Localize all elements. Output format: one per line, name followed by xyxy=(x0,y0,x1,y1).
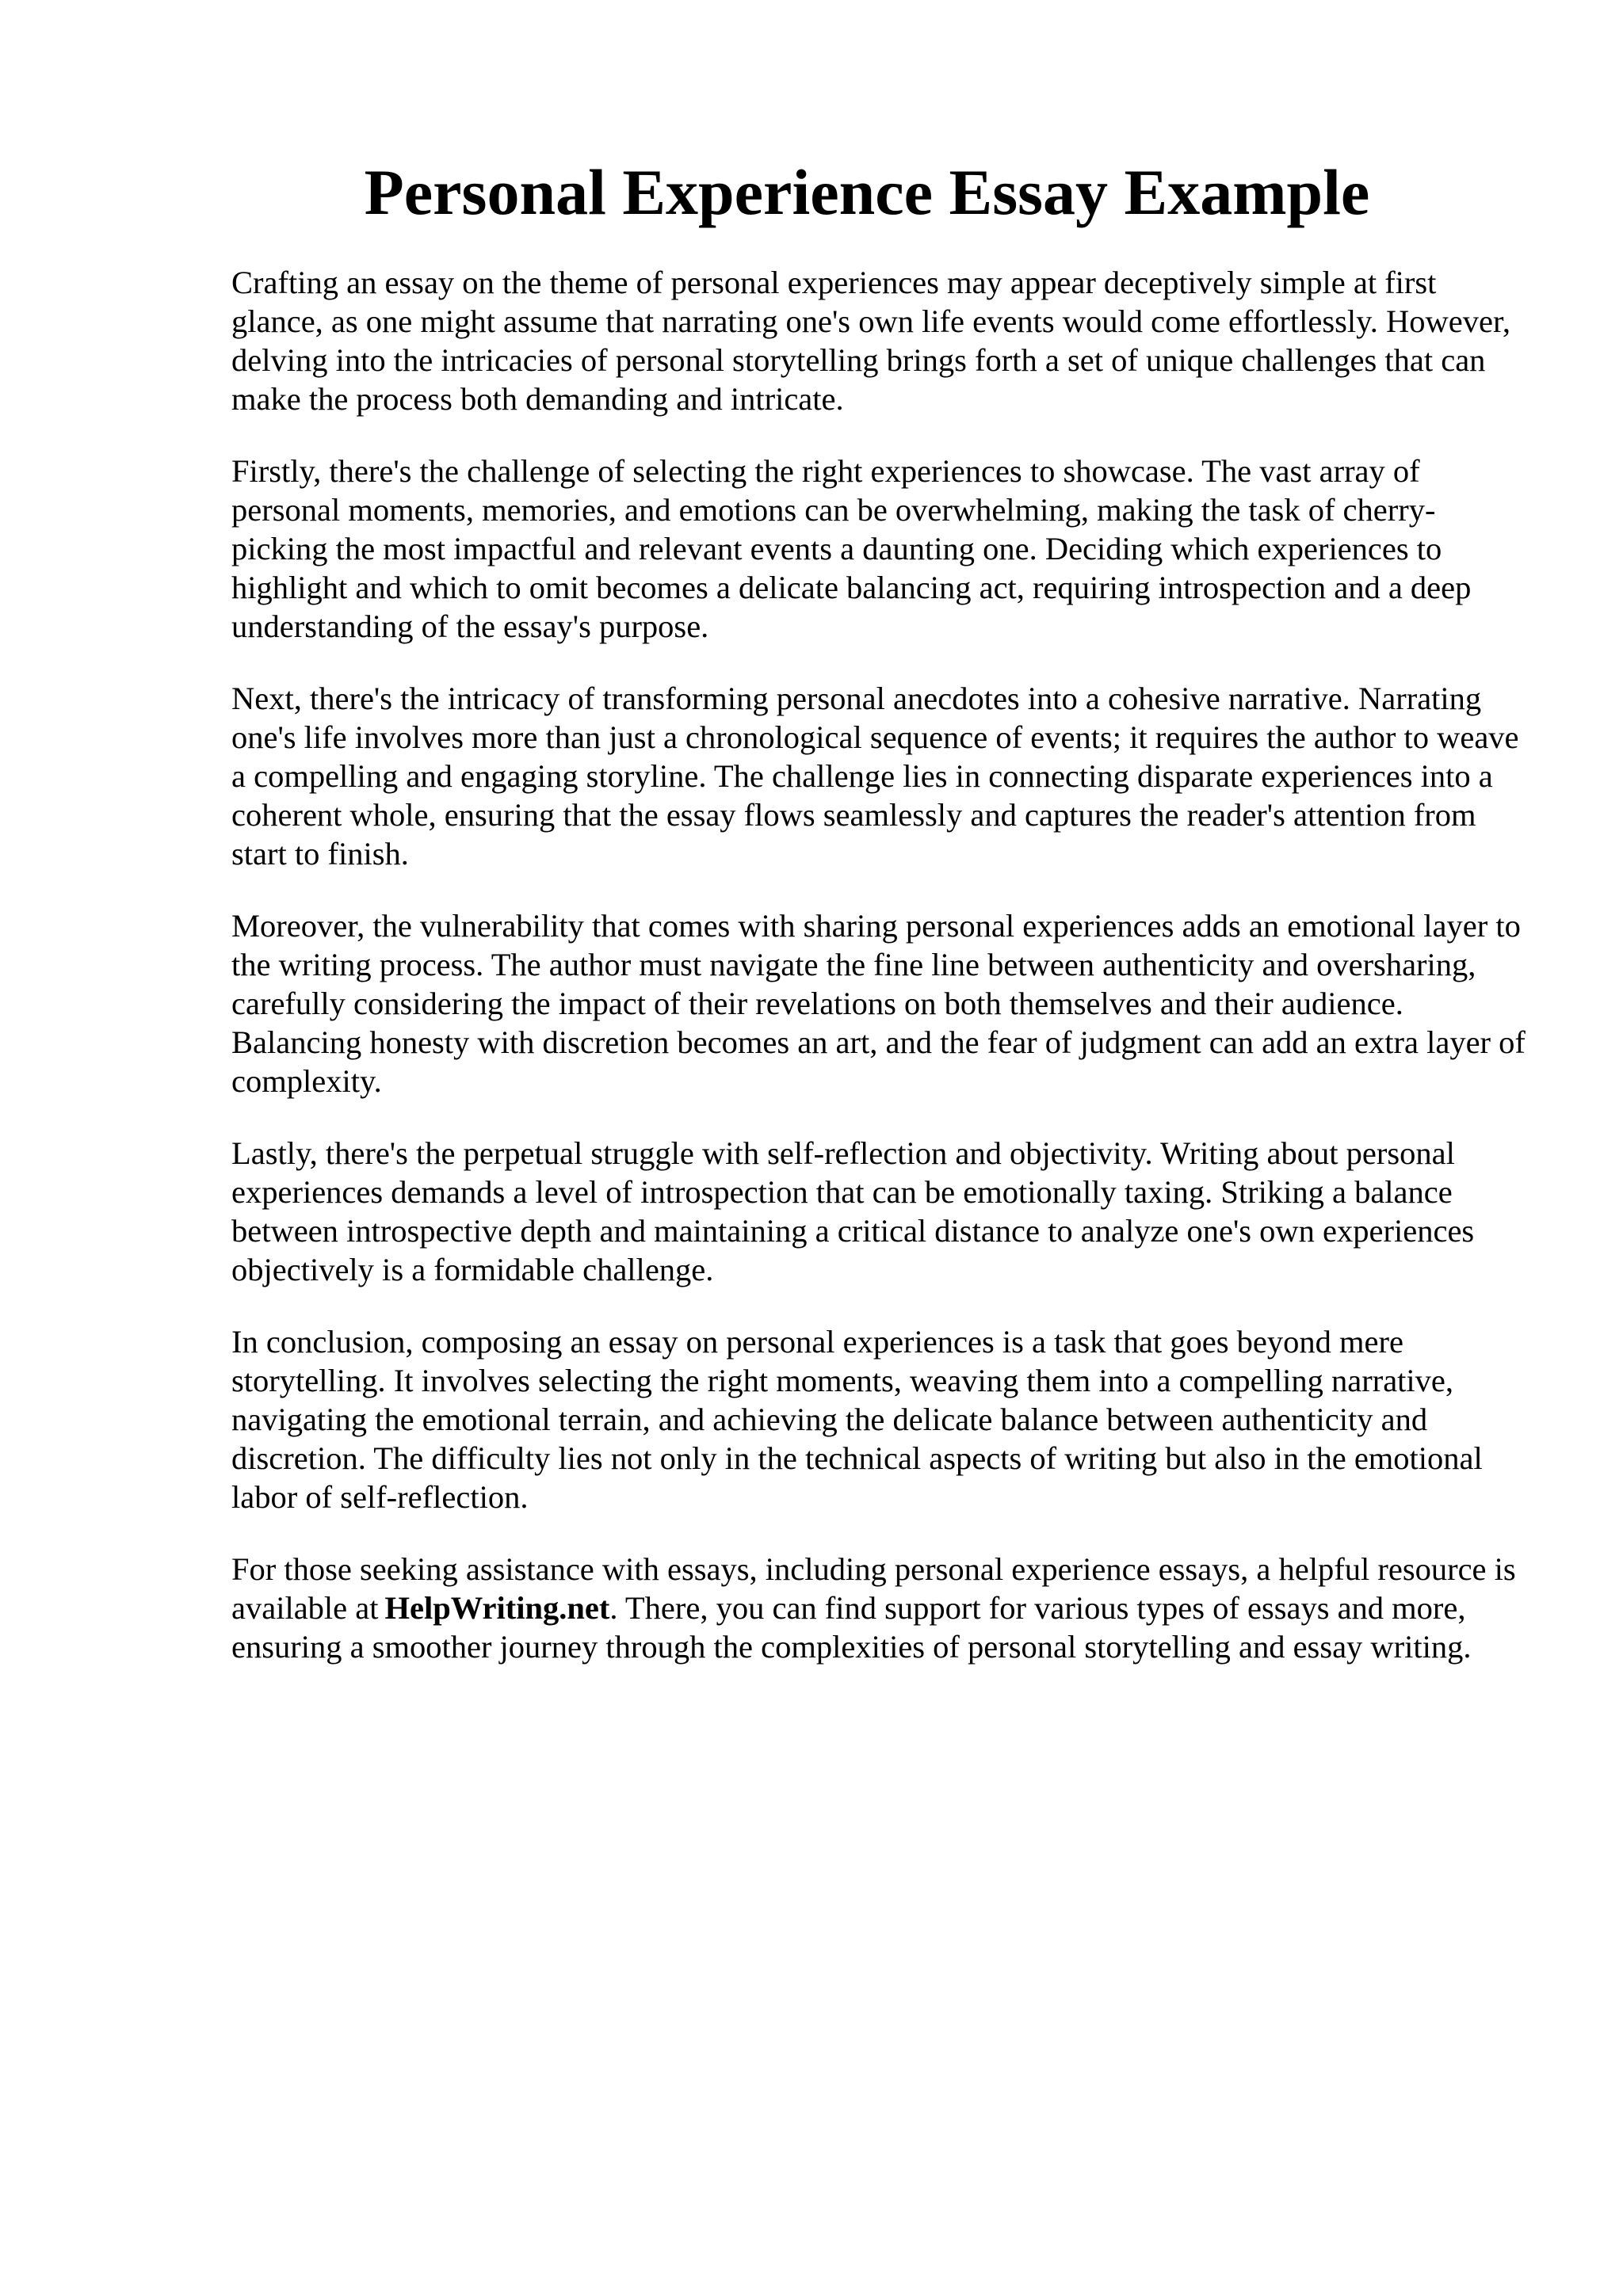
closing-text-after-link: . There, you can find support for various types of essays and more, ensuring a smoother journey through the complexities of personal storytelling and essay writing. xyxy=(231,1590,1472,1665)
closing-text-before-link: For those seeking assistance with essays, including personal experience essays, a helpful resource is available at xyxy=(231,1551,1516,1626)
paragraph-cohesive-narrative: Next, there's the intricacy of transforming personal anecdotes into a cohesive narrative. Narrating one's life involves more than just a chronological sequence of events; it requires the author to weave a compelling and engaging storyline. The challenge lies in connecting disparate experiences into a coherent whole, ensuring that the essay flows seamlessly and captures the reader's attention from start to finish. xyxy=(231,681,1519,871)
paragraph-selecting-experiences: Firstly, there's the challenge of selecting the right experiences to showcase. The vast array of personal moments, memories, and emotions can be overwhelming, making the task of cherry-picking the most impactful and relevant events a daunting one. Deciding which experiences to highlight and which to omit becomes a delicate balancing act, requiring introspection and a deep understanding of the essay's purpose. xyxy=(231,453,1472,644)
paragraph-closing xyxy=(231,1550,1531,1666)
paragraph-vulnerability: Moreover, the vulnerability that comes with sharing personal experiences adds an emotional layer to the writing process. The author must navigate the fine line between authenticity and oversharing, carefully considering the impact of their revelations on both themselves and their audience. Balancing honesty with discretion becomes an art, and the fear of judgment can add an extra layer of complexity. xyxy=(231,908,1526,1099)
document-body xyxy=(231,263,1531,1699)
helpwriting-link[interactable]: HelpWriting.net xyxy=(384,1590,610,1626)
document-title: Personal Experience Essay Example xyxy=(364,156,1370,228)
paragraph-conclusion: In conclusion, composing an essay on personal experiences is a task that goes beyond mere storytelling. It involves selecting the right moments, weaving them into a compelling narrative, navigating the emotional terrain, and achieving the delicate balance between authenticity and discretion. The difficulty lies not only in the technical aspects of writing but also in the emotional labor of self-reflection. xyxy=(231,1324,1483,1515)
paragraph-intro: Crafting an essay on the theme of personal experiences may appear deceptively simple at first glance, as one might assume that narrating one's own life events would come effortlessly. However, delving into the intricacies of personal storytelling brings forth a set of unique challenges that can make the process both demanding and intricate. xyxy=(231,265,1510,417)
paragraph-self-reflection: Lastly, there's the perpetual struggle with self-reflection and objectivity. Writing about personal experiences demands a level of introspection that can be emotionally taxing. Striking a balance between introspective depth and maintaining a critical distance to analyze one's own experiences objectively is a formidable challenge. xyxy=(231,1135,1475,1287)
